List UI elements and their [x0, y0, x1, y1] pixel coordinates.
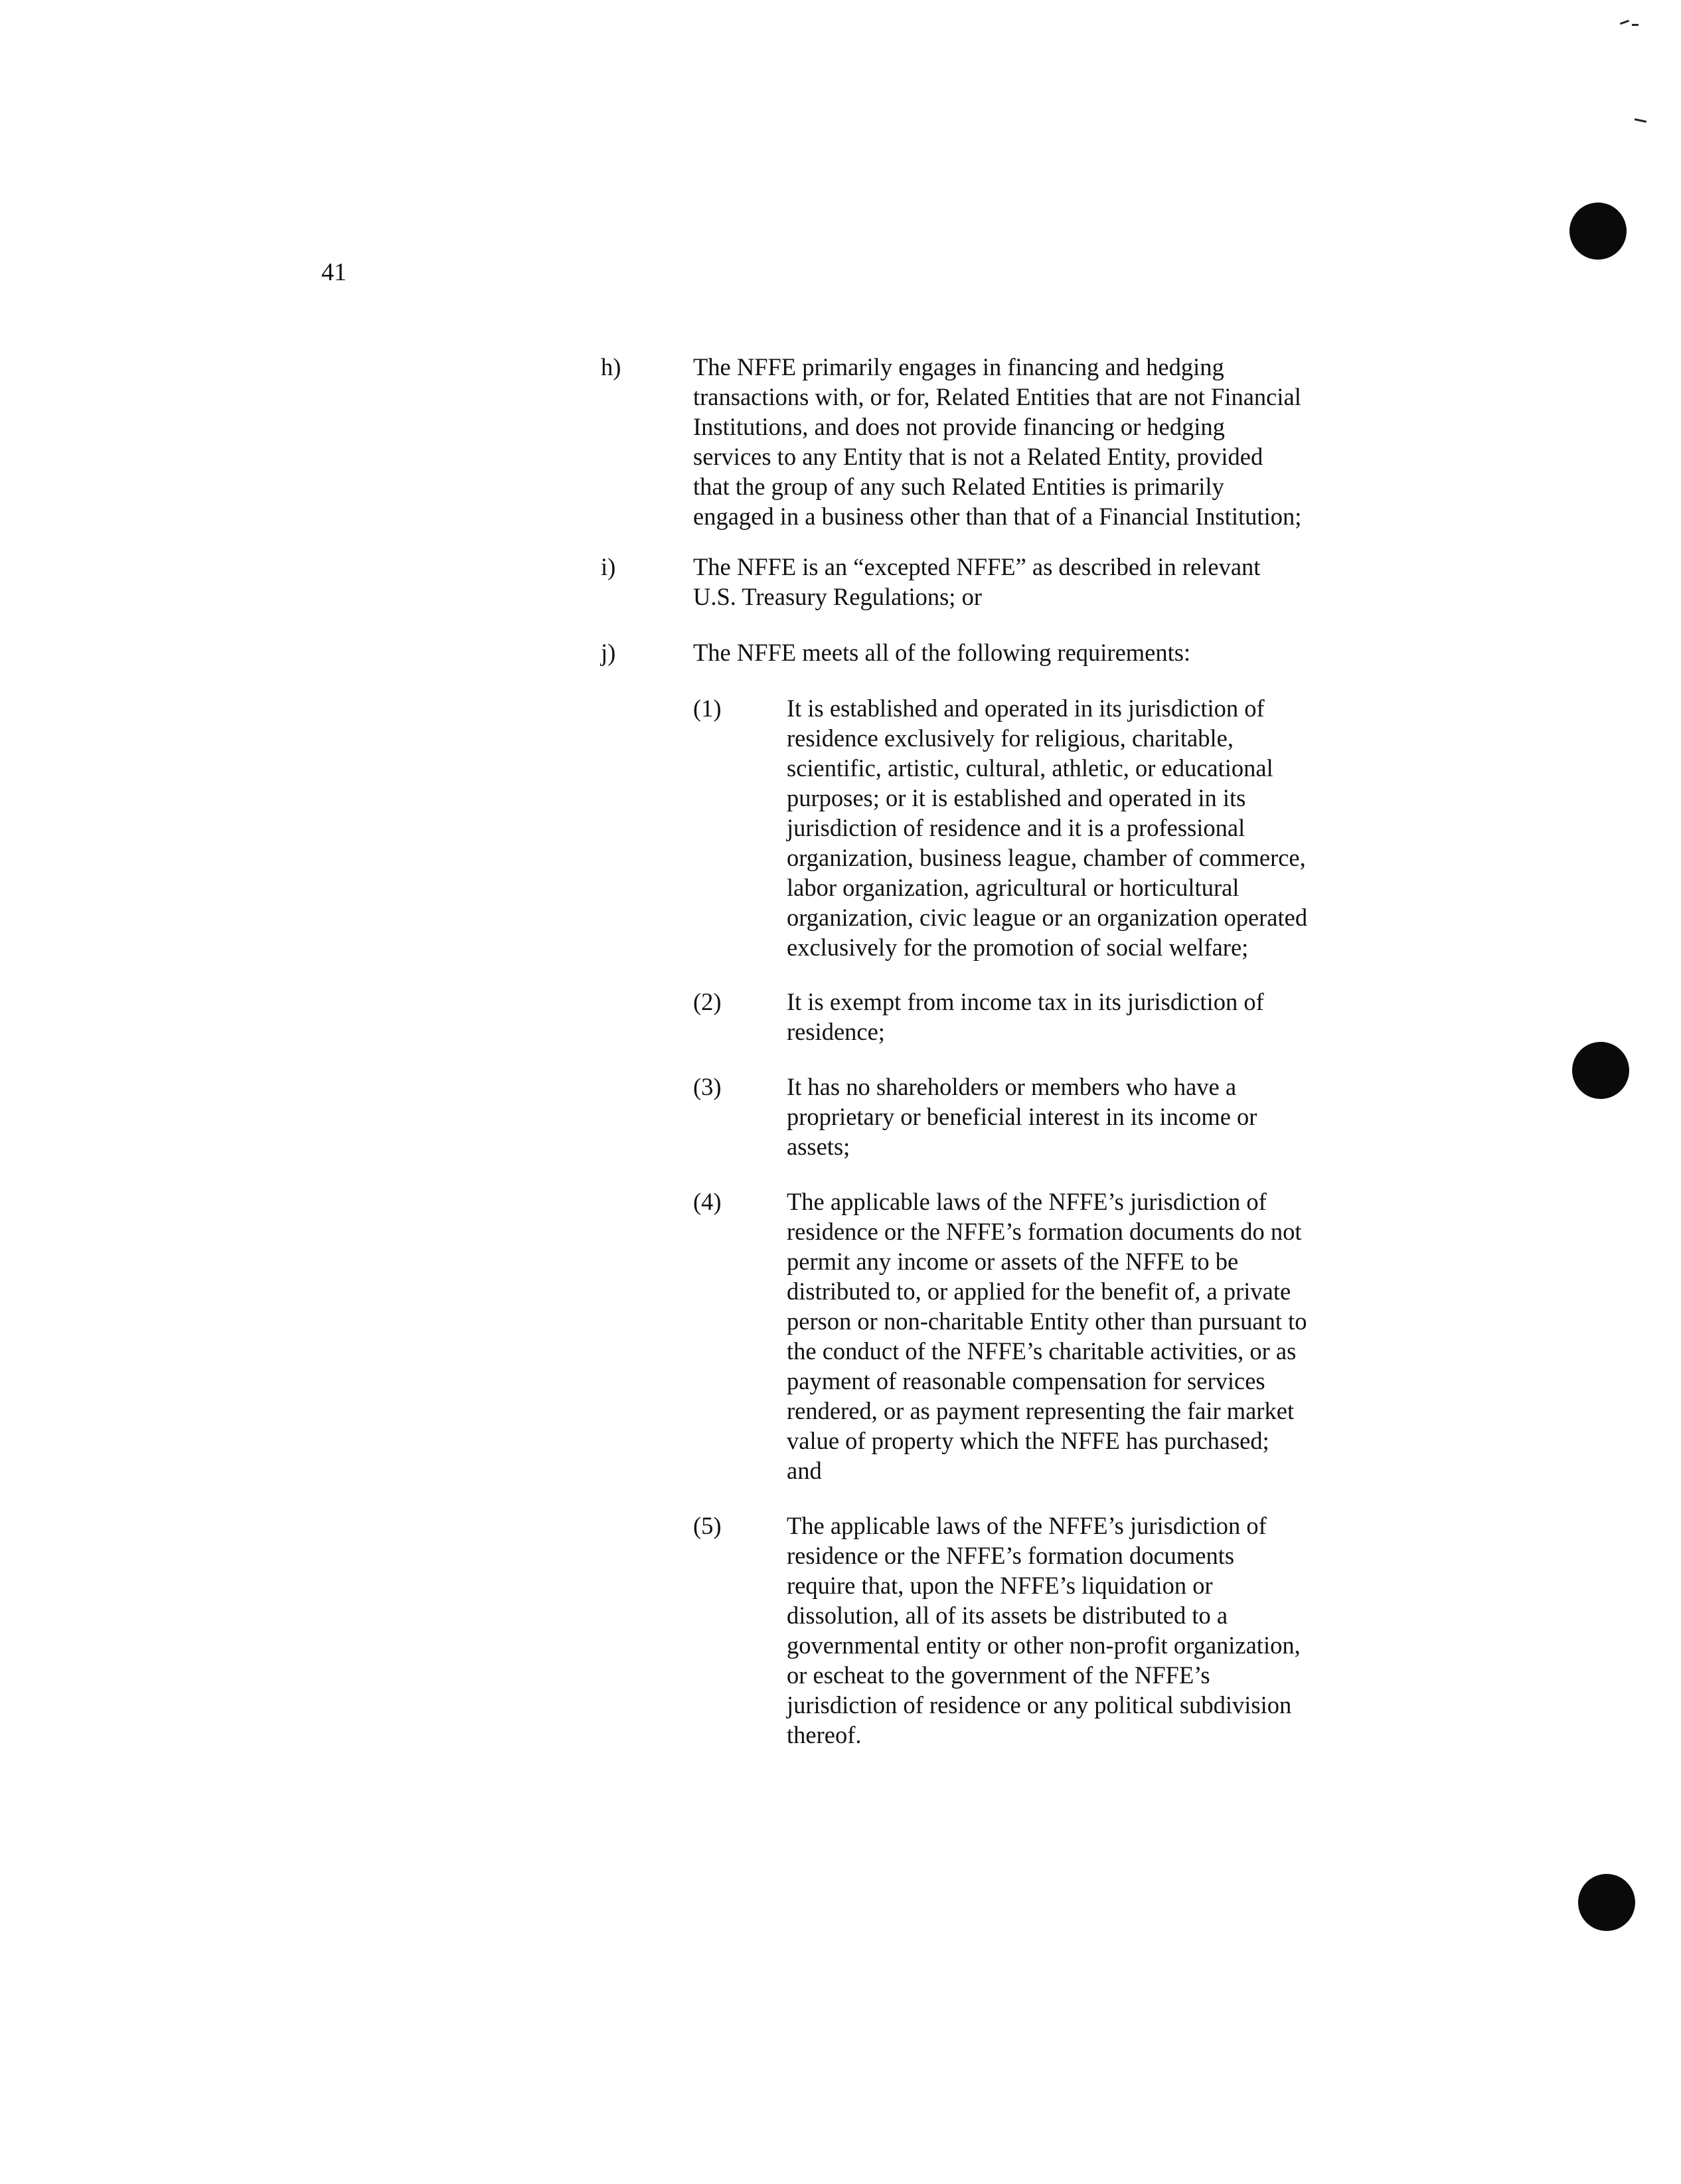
text-line: The applicable laws of the NFFE’s jurisdiction of	[787, 1512, 1267, 1539]
text-line: The NFFE meets all of the following requirements:	[693, 639, 1191, 666]
text-line: labor organization, agricultural or horticultural	[787, 874, 1240, 901]
text-line: purposes; or it is established and operated in its	[787, 784, 1246, 811]
text-line: proprietary or beneficial interest in its income or	[787, 1103, 1257, 1130]
text-line: residence;	[787, 1018, 885, 1045]
text-line: assets;	[787, 1133, 850, 1160]
punch-hole-top	[1569, 203, 1627, 260]
text-line: jurisdiction of residence and it is a professional	[787, 814, 1245, 841]
text-line: residence exclusively for religious, charitable,	[787, 724, 1234, 752]
clause-text	[693, 637, 1350, 667]
text-line: residence or the NFFE’s formation documents	[787, 1542, 1235, 1569]
text-line: transactions with, or for, Related Entities that are not Financial	[693, 383, 1301, 410]
clause-text	[693, 552, 1350, 612]
clause-label: i)	[601, 553, 616, 580]
text-line: the conduct of the NFFE’s charitable activities, or as	[787, 1337, 1297, 1365]
subclause-text	[787, 693, 1351, 962]
text-line: The NFFE primarily engages in financing and hedging	[693, 353, 1224, 380]
text-line: The applicable laws of the NFFE’s jurisdiction of	[787, 1188, 1267, 1215]
text-line: person or non-charitable Entity other than pursuant to	[787, 1307, 1307, 1335]
scan-speck	[1620, 20, 1629, 25]
text-line: rendered, or as payment representing the fair market	[787, 1397, 1295, 1424]
subclause-text	[787, 1187, 1351, 1485]
text-line: value of property which the NFFE has purchased;	[787, 1427, 1269, 1454]
text-line: governmental entity or other non-profit organization,	[787, 1632, 1301, 1659]
text-line: jurisdiction of residence or any political subdivision	[787, 1691, 1292, 1719]
text-line: payment of reasonable compensation for services	[787, 1367, 1265, 1394]
subclause-label: (4)	[693, 1188, 722, 1215]
clause-label: j)	[601, 639, 616, 666]
text-line: permit any income or assets of the NFFE to be	[787, 1248, 1239, 1275]
subclause-label: (3)	[693, 1073, 722, 1100]
subclause-label: (5)	[693, 1512, 722, 1539]
text-line: scientific, artistic, cultural, athletic, or educational	[787, 754, 1273, 782]
text-line: The NFFE is an “excepted NFFE” as described in relevant	[693, 553, 1261, 580]
text-line: services to any Entity that is not a Related Entity, provided	[693, 443, 1263, 470]
text-line: that the group of any such Related Entities is primarily	[693, 473, 1224, 500]
subclause-text	[787, 1072, 1351, 1161]
page-number: 41	[321, 258, 347, 286]
text-line: It is exempt from income tax in its jurisdiction of	[787, 988, 1264, 1015]
punch-hole-middle	[1572, 1042, 1629, 1099]
clause-text	[693, 352, 1350, 531]
text-line: residence or the NFFE’s formation documents do not	[787, 1218, 1302, 1245]
text-line: engaged in a business other than that of a Financial Institution;	[693, 503, 1302, 530]
text-line: dissolution, all of its assets be distributed to a	[787, 1602, 1228, 1629]
subclause-text	[787, 1511, 1351, 1750]
scan-speck	[1632, 24, 1639, 26]
subclause-label: (2)	[693, 988, 722, 1015]
clause-label: h)	[601, 353, 621, 380]
text-line: organization, business league, chamber of commerce,	[787, 844, 1306, 871]
text-line: U.S. Treasury Regulations; or	[693, 583, 982, 610]
subclause-label: (1)	[693, 695, 722, 722]
text-line: Institutions, and does not provide financing or hedging	[693, 413, 1225, 440]
text-line: distributed to, or applied for the benefit of, a private	[787, 1278, 1291, 1305]
text-line: thereof.	[787, 1721, 862, 1748]
subclause-text	[787, 987, 1351, 1047]
text-line: and	[787, 1457, 822, 1484]
text-line: or escheat to the government of the NFFE’s	[787, 1661, 1210, 1689]
text-line: require that, upon the NFFE’s liquidation or	[787, 1572, 1213, 1599]
text-line: It is established and operated in its jurisdiction of	[787, 695, 1265, 722]
text-line: exclusively for the promotion of social welfare;	[787, 934, 1249, 961]
punch-hole-bottom	[1578, 1874, 1635, 1931]
text-line: organization, civic league or an organization operated	[787, 904, 1308, 931]
scan-speck	[1635, 118, 1646, 123]
text-line: It has no shareholders or members who have a	[787, 1073, 1237, 1100]
